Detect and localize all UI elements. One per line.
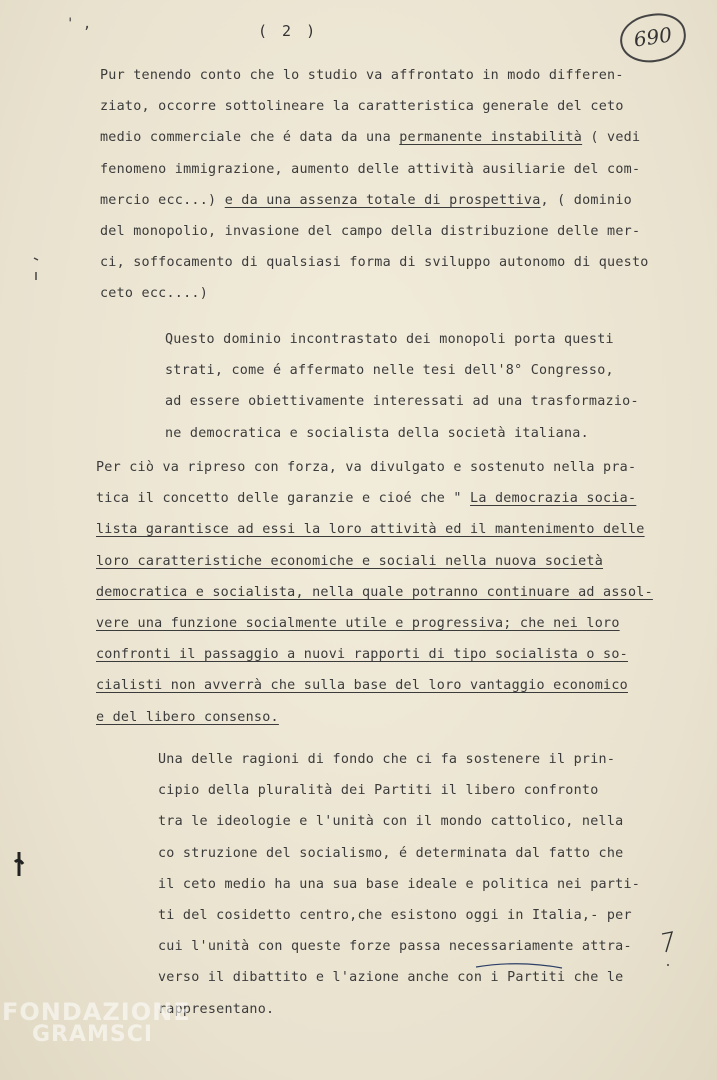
p3-line-8: cialisti non avverrà che sulla base del loro vantaggio economico <box>96 678 628 694</box>
p1-line-6: del monopolio, invasione del campo della distribuzione delle mer- <box>100 224 641 240</box>
page-number: ( 2 ) <box>258 22 319 40</box>
p1-line-7: ci, soffocamento di qualsiasi forma di sviluppo autonomo di questo <box>100 255 649 271</box>
p4-line-9: rappresentano. <box>158 1001 275 1017</box>
margin-ink-mark <box>12 850 26 878</box>
paragraph-4 <box>158 744 640 1025</box>
margin-pencil-mark <box>660 930 676 970</box>
p3-line-9: e del libero consenso. <box>96 709 279 725</box>
p3-line-6: vere una funzione socialmente utile e progressiva; che nei loro <box>96 616 620 632</box>
p1-line-5 <box>100 193 632 208</box>
p3-line-3: lista garantisce ad essi la loro attività ed il mantenimento delle <box>96 522 645 538</box>
p1-line-3 <box>100 130 640 145</box>
p4-line-4: co struzione del socialismo, é determinata dal fatto che <box>158 845 624 861</box>
p4-line-3: tra le ideologie e l'unità con il mondo cattolico, nella <box>158 814 624 830</box>
watermark-logo <box>2 998 191 1047</box>
p3-line-2 <box>96 491 636 506</box>
p2-line-3: ad essere obiettivamente interessati ad una trasformazio- <box>165 394 639 410</box>
p1-line-3-a: medio commerciale che é data da una <box>100 130 400 146</box>
p4-line-8: verso il dibattito e l'azione anche con i Partiti che le <box>158 970 624 986</box>
paragraph-1 <box>100 60 649 310</box>
p3-line-2-underlined: La democrazia socia- <box>470 491 637 507</box>
watermark-line-1: FONDAZIONE <box>2 998 191 1026</box>
p4-line-2: cipio della pluralità dei Partiti il libero confronto <box>158 783 599 799</box>
p2-line-1: Questo dominio incontrastato dei monopoli porta questi <box>165 332 614 347</box>
p4-line-1: Una delle ragioni di fondo che ci fa sostenere il prin- <box>158 752 616 767</box>
p1-line-1: Pur tenendo conto che lo studio va affrontato in modo differen- <box>100 68 624 83</box>
margin-tick-mark <box>30 254 42 284</box>
p1-line-5-a: mercio ecc...) <box>100 192 225 208</box>
p3-line-7: confronti il passaggio a nuovi rapporti di tipo socialista o so- <box>96 647 628 663</box>
corner-mark: ' , <box>66 16 92 32</box>
p4-line-5: il ceto medio ha una sua base ideale e politica nei parti- <box>158 876 641 892</box>
p4-line-6: ti del cosidetto centro,che esistono oggi in Italia,- per <box>158 908 632 924</box>
paragraph-2 <box>165 324 639 449</box>
p1-line-2: ziato, occorre sottolineare la caratteristica generale del ceto <box>100 99 624 115</box>
p4-line-7: cui l'unità con queste forze passa necessariamente attra- <box>158 939 632 955</box>
watermark-line-2: GRAMSCI <box>32 1022 154 1047</box>
p3-line-1: Per ciò va ripreso con forza, va divulgato e sostenuto nella pra- <box>96 460 637 475</box>
underlined-phrase: e da una assenza totale di prospettiva <box>224 192 541 208</box>
p2-line-4: ne democratica e socialista della società italiana. <box>165 425 589 441</box>
p3-line-4: loro caratteristiche economiche e sociali nella nuova società <box>96 553 604 569</box>
paragraph-3 <box>96 452 653 733</box>
p3-line-2-a: tica il concetto delle garanzie e cioé che " <box>96 491 471 507</box>
p1-line-8: ceto ecc....) <box>100 286 209 302</box>
underlined-phrase: permanente instabilità <box>399 130 583 146</box>
p2-line-2: strati, come é affermato nelle tesi dell'8° Congresso, <box>165 363 614 379</box>
p3-line-5: democratica e socialista, nella quale potranno continuare ad assol- <box>96 584 653 600</box>
p1-line-3-c: ( vedi <box>582 130 641 146</box>
pencil-underline-mark <box>474 962 564 972</box>
p1-line-5-c: , ( dominio <box>540 192 632 208</box>
p1-line-4: fenomeno immigrazione, aumento delle attività ausiliarie del com- <box>100 161 641 177</box>
archive-number-stamp: 690 <box>617 10 689 67</box>
